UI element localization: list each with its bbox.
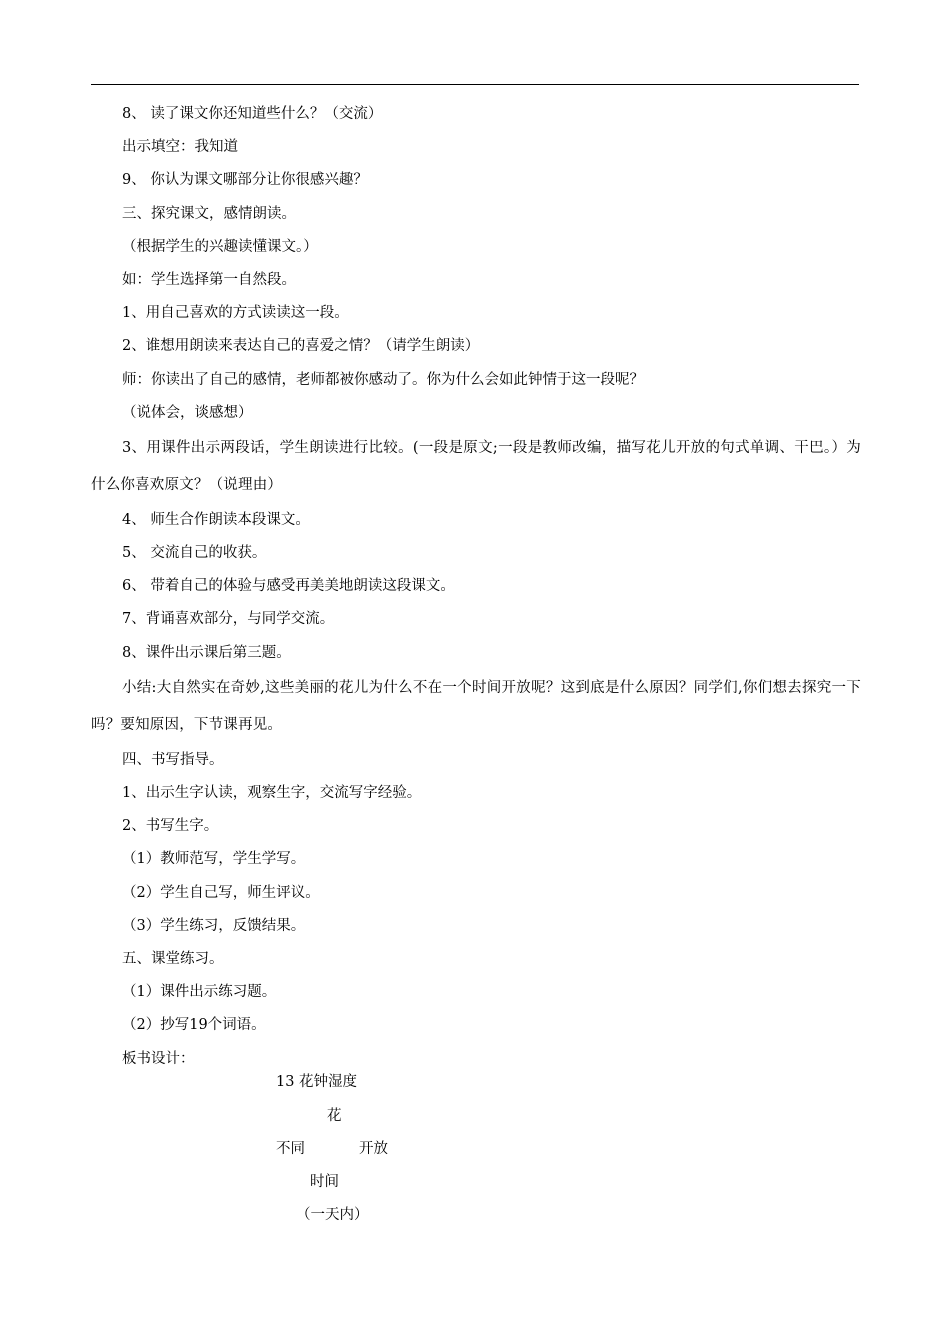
- text-line: 1、用自己喜欢的方式读读这一段。: [122, 305, 349, 322]
- text-line: 5、 交流自己的收获。: [122, 545, 267, 562]
- text-line: 7、背诵喜欢部分，与同学交流。: [122, 611, 335, 628]
- section-heading: 五、课堂练习。: [122, 950, 224, 967]
- text-line: （3）学生练习，反馈结果。: [122, 917, 306, 934]
- text-line: 4、 师生合作朗读本段课文。: [122, 511, 310, 528]
- board-bottom-word: 时间: [310, 1174, 339, 1190]
- board-design-label: 板书设计：: [122, 1050, 195, 1067]
- text-line: 6、 带着自己的体验与感受再美美地朗读这段课文。: [122, 578, 455, 595]
- text-line: （2）学生自己写，师生评议。: [122, 884, 320, 901]
- text-line: 8、 读了课文你还知道些什么？（交流）: [122, 106, 383, 122]
- board-left-word: 不同: [276, 1141, 305, 1157]
- header-rule: [91, 84, 859, 85]
- text-line: 9、 你认为课文哪部分让你很感兴趣？: [122, 172, 368, 189]
- text-line: （说体会，谈感想）: [122, 404, 253, 421]
- text-line: （2）抄写19个词语。: [122, 1017, 266, 1034]
- summary-paragraph: 小结:大自然实在奇妙,这些美丽的花儿为什么不在一个时间开放呢？这到底是什么原因？同学们,你们想去探究一下吗？要知原因，下节课再见。: [91, 679, 861, 733]
- text-line: （1）教师范写，学生学写。: [122, 851, 306, 868]
- text-line: （根据学生的兴趣读懂课文。）: [122, 238, 318, 255]
- text-line: 如：学生选择第一自然段。: [122, 271, 296, 288]
- text-line: 出示填空：我知道: [122, 139, 238, 156]
- text-line: 1、出示生字认读，观察生字，交流写字经验。: [122, 785, 422, 801]
- lesson-text: [91, 98, 861, 1076]
- text-line: 师：你读出了自己的感情，老师都被你感动了。你为什么会如此钟情于这一段呢？: [122, 371, 644, 388]
- text-line: 8、课件出示课后第三题。: [122, 644, 291, 661]
- board-right-word: 开放: [359, 1141, 388, 1157]
- text-line: （1）课件出示练习题。: [122, 984, 277, 1001]
- section-heading: 四、书写指导。: [122, 751, 224, 768]
- board-title: 13 花钟湿度: [276, 1074, 358, 1090]
- text-paragraph: 3、用课件出示两段话，学生朗读进行比较。(一段是原文;一段是教师改编，描写花儿开放的句式单调、干巴。）为什么你喜欢原文？（说理由）: [91, 439, 861, 493]
- text-line: 2、谁想用朗读来表达自己的喜爱之情？（请学生朗读）: [122, 338, 480, 355]
- text-line: 2、书写生字。: [122, 818, 219, 835]
- board-note: （一天内）: [296, 1207, 369, 1223]
- section-heading: 三、探究课文，感情朗读。: [122, 205, 296, 222]
- board-center-word: 花: [327, 1108, 342, 1124]
